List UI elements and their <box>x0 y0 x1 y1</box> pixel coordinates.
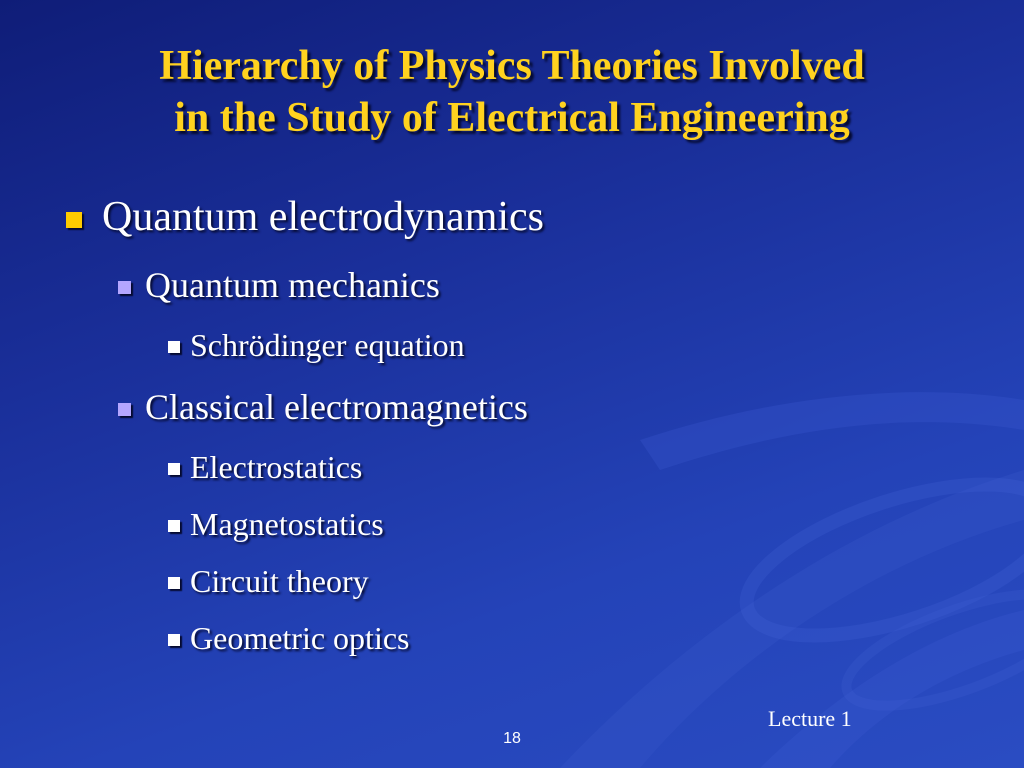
square-bullet-icon <box>168 577 180 589</box>
footer-lecture-label: Lecture 1 <box>768 706 852 731</box>
bullet-text: Quantum mechanics <box>145 265 440 305</box>
bullet-text: Schrödinger equation <box>190 327 465 363</box>
square-bullet-icon <box>168 634 180 646</box>
square-bullet-icon <box>66 212 82 228</box>
square-bullet-icon <box>168 341 180 353</box>
square-bullet-icon <box>168 520 180 532</box>
bullet-text: Geometric optics <box>190 620 410 656</box>
title-line-1: Hierarchy of Physics Theories Involved <box>159 43 865 89</box>
bullet-text: Circuit theory <box>190 563 369 599</box>
square-bullet-icon <box>168 463 180 475</box>
bullet-text: Classical electromagnetics <box>145 387 528 427</box>
square-bullet-icon <box>118 403 131 416</box>
bullet-text: Quantum electrodynamics <box>102 194 545 240</box>
bullet-text: Electrostatics <box>190 449 363 485</box>
page-number: 18 <box>503 730 521 747</box>
slide-title <box>40 40 984 144</box>
square-bullet-icon <box>118 281 131 294</box>
title-line-2: in the Study of Electrical Engineering <box>174 95 850 141</box>
bullet-text: Magnetostatics <box>190 506 384 542</box>
